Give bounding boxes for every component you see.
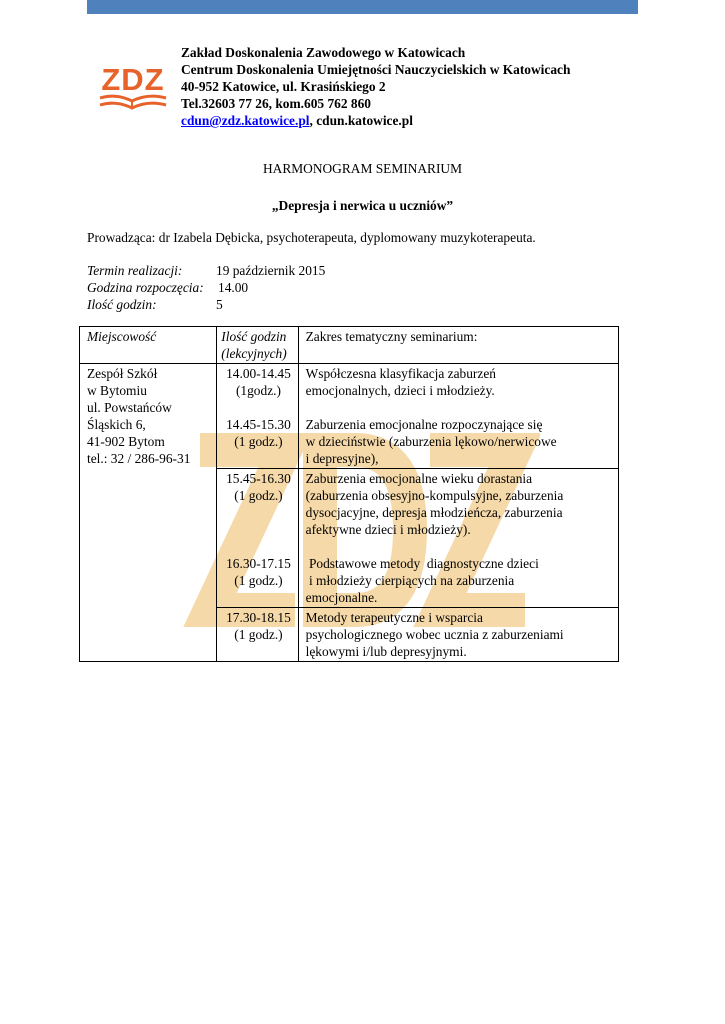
topic-cell — [298, 608, 618, 662]
header-line-phone: Tel.32603 77 26, kom.605 762 860 — [181, 96, 371, 111]
header-line-address: 40-952 Katowice, ul. Krasińskiego 2 — [181, 79, 386, 94]
topic-line: dysocjacyjne, depresja młodzieńcza, zaburzenia — [305, 505, 563, 520]
slot-time: 14.00-14.45 — [226, 366, 291, 381]
header-line-name: Zakład Doskonalenia Zawodowego w Katowicach — [181, 45, 466, 60]
top-color-bar — [87, 0, 638, 14]
place-line: ul. Powstańców — [87, 400, 172, 415]
hours-label: Ilość godzin: — [87, 297, 157, 312]
place-cell — [80, 364, 217, 662]
header-hours — [217, 327, 298, 364]
hours-cell — [217, 364, 298, 469]
slot-time: 17.30-18.15 — [226, 610, 291, 625]
slot-time: 14.45-15.30 — [226, 417, 291, 432]
institution-header — [181, 44, 570, 129]
header-hours-line1: Ilość godzin — [221, 329, 287, 344]
topic-line: Współczesna klasyfikacja zaburzeń — [305, 366, 496, 381]
slot-time: 16.30-17.15 — [226, 556, 291, 571]
slot-duration: (1godz.) — [235, 383, 281, 398]
header-place: Miejscowość — [80, 327, 217, 364]
place-line: 41-902 Bytom — [87, 434, 165, 449]
hours-cell — [217, 608, 298, 662]
header-scope: Zakres tematyczny seminarium: — [298, 327, 618, 364]
slot-duration: (1 godz.) — [234, 488, 283, 503]
slot-duration: (1 godz.) — [234, 573, 283, 588]
website-text: cdun.katowice.pl — [316, 113, 413, 128]
topic-cell — [298, 469, 618, 608]
topic-cell — [298, 364, 618, 469]
header-line-contact — [181, 112, 570, 129]
header-hours-line2: (lekcyjnych) — [221, 346, 287, 361]
date-label: Termin realizacji: — [87, 263, 183, 278]
topic-line: Podstawowe metody diagnostyczne dzieci — [305, 556, 539, 571]
topic-line: afektywne dzieci i młodzieży). — [305, 522, 471, 537]
place-line: w Bytomiu — [87, 383, 147, 398]
hours-cell — [217, 469, 298, 608]
start-time-label: Godzina rozpoczęcia: — [87, 280, 204, 295]
topic-line: psychologicznego wobec ucznia z zaburzeniami — [305, 627, 564, 642]
email-link[interactable]: cdun@zdz.katowice.pl — [181, 113, 310, 128]
topic-line: Zaburzenia emocjonalne rozpoczynające się — [305, 417, 543, 432]
seminar-subtitle: „Depresja i nerwica u uczniów” — [271, 198, 454, 213]
slot-duration: (1 godz.) — [234, 627, 283, 642]
date-value: 19 październik 2015 — [216, 263, 326, 278]
header-line-center: Centrum Doskonalenia Umiejętności Nauczycielskich w Katowicach — [181, 62, 571, 77]
contact-separator: , — [309, 113, 317, 128]
place-line: Zespół Szkół — [87, 366, 158, 381]
topic-line: emocjonalnych, dzieci i młodzieży. — [305, 383, 495, 398]
zdz-logo — [92, 60, 174, 114]
topic-line: w dzieciństwie (zaburzenia lękowo/nerwicowe — [305, 434, 557, 449]
slot-duration: (1 godz.) — [234, 434, 283, 449]
topic-line: Metody terapeutyczne i wsparcia — [305, 610, 483, 625]
topic-line: lękowymi i/lub depresyjnymi. — [305, 644, 467, 659]
table-row — [80, 364, 619, 469]
topic-line: Zaburzenia emocjonalne wieku dorastania — [305, 471, 533, 486]
topic-line: i młodzieży cierpiących na zaburzenia — [305, 573, 515, 588]
place-line: tel.: 32 / 286-96-31 — [87, 451, 191, 466]
place-line: Śląskich 6, — [87, 417, 146, 432]
topic-line: emocjonalne. — [305, 590, 378, 605]
hours-value: 5 — [216, 297, 223, 312]
svg-text:ZDZ: ZDZ — [101, 62, 165, 97]
schedule-table — [79, 326, 619, 662]
start-time-value: 14.00 — [218, 280, 249, 295]
topic-line: (zaburzenia obsesyjno-kompulsyjne, zaburzenia — [305, 488, 564, 503]
slot-time: 15.45-16.30 — [226, 471, 291, 486]
topic-line: i depresyjne), — [305, 451, 379, 466]
table-header-row — [80, 327, 619, 364]
document-title: HARMONOGRAM SEMINARIUM — [262, 161, 463, 176]
instructor-line: Prowadząca: dr Izabela Dębicka, psychoterapeuta, dyplomowany muzykoterapeuta. — [87, 230, 536, 245]
